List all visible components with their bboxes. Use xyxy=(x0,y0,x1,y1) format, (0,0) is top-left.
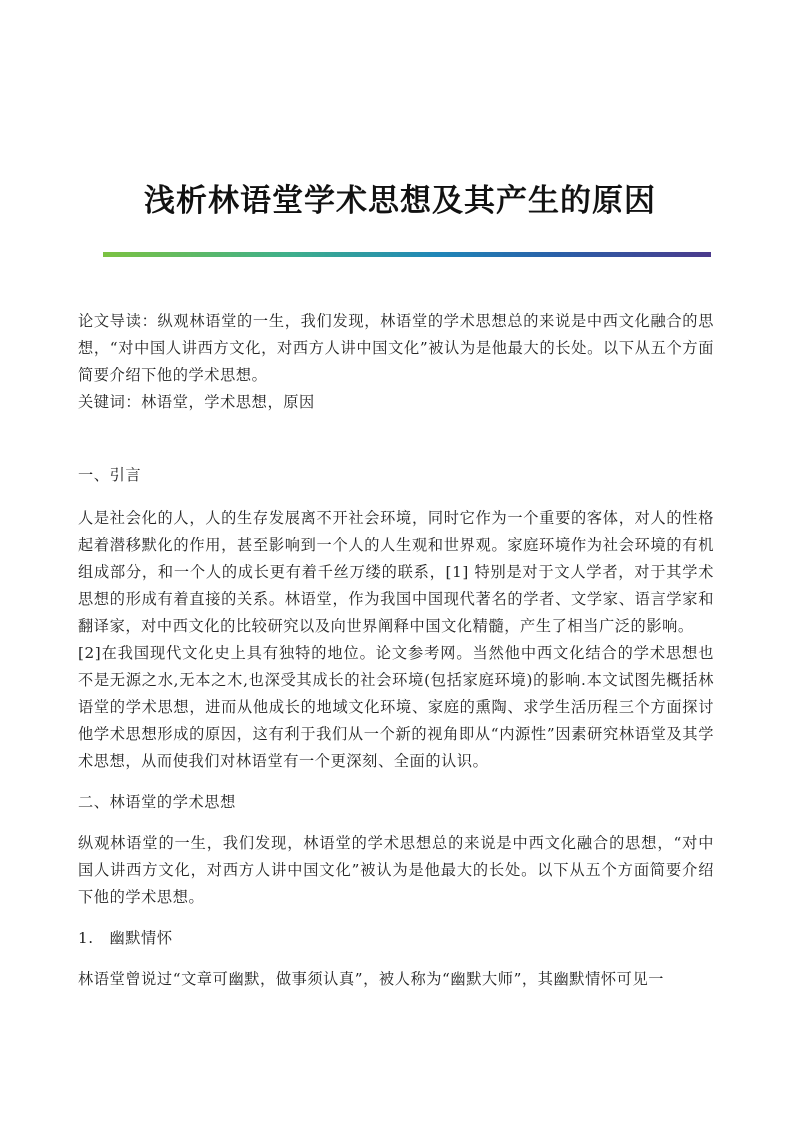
keywords-line: 关键词：林语堂，学术思想，原因 xyxy=(78,393,315,411)
body-paragraph: 纵观林语堂的一生，我们发现，林语堂的学术思想总的来说是中西文化融合的思想，“对中国人讲西方文化，对西方人讲中国文化”被认为是他最大的长处。以下从五个方面简要介绍下他的学术思想。 xyxy=(78,834,714,906)
subsection-heading-humor: 1. 幽默情怀 xyxy=(78,929,173,947)
body-paragraph: [2]在我国现代文化史上具有独特的地位。论文参考网。当然他中西文化结合的学术思想也不是无源之水,无本之木,也深受其成长的社会环境(包括家庭环境)的影响.本文试图先概括林语堂的学术思想，进而从他成长的地域文化环境、家庭的熏陶、求学生活历程三个方面探讨他学术思想形成的原因，这有利于我们从一个新的视角即从“内源性”因素研究林语堂及其学术思想，从而使我们对林语堂有一个更深刻、全面的认识。 xyxy=(78,644,714,770)
document-body xyxy=(78,308,714,993)
document-title: 浅析林语堂学术思想及其产生的原因 xyxy=(144,182,656,219)
section-heading-academic-thought: 二、林语堂的学术思想 xyxy=(78,793,236,811)
title-divider-rule xyxy=(103,252,711,257)
abstract-paragraph: 论文导读：纵观林语堂的一生，我们发现，林语堂的学术思想总的来说是中西文化融合的思想，“对中国人讲西方文化，对西方人讲中国文化”被认为是他最大的长处。以下从五个方面简要介绍下他的学术思想。 xyxy=(78,312,714,384)
body-paragraph: 人是社会化的人，人的生存发展离不开社会环境，同时它作为一个重要的客体，对人的性格起着潜移默化的作用，甚至影响到一个人的人生观和世界观。家庭环境作为社会环境的有机组成部分，和一个人的成长更有着千丝万缕的联系，[1] 特别是对于文人学者，对于其学术思想的形成有着直接的关系。林语堂，作为我国中国现代著名的学者、文学家、语言学家和翻译家，对中西文化的比较研究以及向世界阐释中国文化精髓，产生了相当广泛的影响。 xyxy=(78,509,714,635)
body-paragraph: 林语堂曾说过“文章可幽默，做事须认真”，被人称为“幽默大师”，其幽默情怀可见一 xyxy=(78,970,665,988)
section-heading-introduction: 一、引言 xyxy=(78,466,142,484)
